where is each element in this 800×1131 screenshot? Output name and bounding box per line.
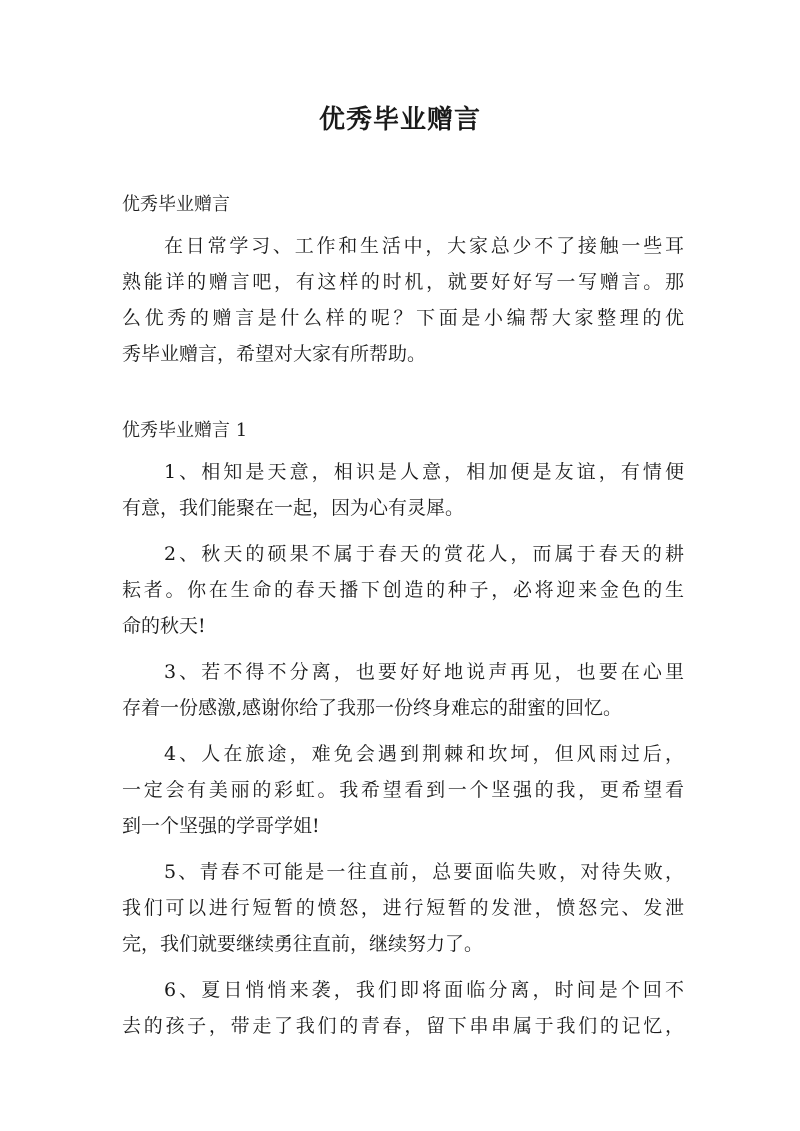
message-item-1 — [122, 454, 684, 526]
message-line: 4、人在旅途，难免会遇到荆棘和坎坷，但风雨过后， — [164, 743, 684, 765]
message-line: 到一个坚强的学哥学姐! — [122, 815, 320, 837]
message-line: 5、青春不可能是一往直前，总要面临失败，对待失败， — [164, 861, 684, 883]
message-line: 6、夏日悄悄来袭，我们即将面临分离，时间是个回不 — [164, 979, 684, 1001]
document-body — [122, 188, 684, 1054]
section-label: 优秀毕业赠言 1 — [122, 420, 248, 441]
message-line: 命的秋天! — [122, 615, 206, 637]
message-line: 1、相知是天意，相识是人意，相加便是友谊，有情便 — [164, 461, 684, 483]
intro-label: 优秀毕业赠言 — [122, 194, 230, 215]
message-line: 我们可以进行短暂的愤怒，进行短暂的发泄，愤怒完、发泄 — [122, 897, 684, 919]
intro-line: 秀毕业赠言，希望对大家有所帮助。 — [122, 343, 427, 365]
page-title: 优秀毕业赠言 — [318, 105, 481, 135]
message-line: 完，我们就要继续勇往直前，继续努力了。 — [122, 933, 484, 955]
message-item-5 — [122, 854, 684, 962]
message-line: 一定会有美丽的彩虹。我希望看到一个坚强的我，更希望看 — [122, 779, 684, 801]
message-item-4 — [122, 736, 684, 844]
message-item-6 — [122, 972, 684, 1044]
message-line: 2、秋天的硕果不属于春天的赏花人，而属于春天的耕 — [164, 543, 684, 565]
message-item-3 — [122, 654, 684, 726]
message-line: 耘者。你在生命的春天播下创造的种子，必将迎来金色的生 — [122, 579, 684, 601]
message-line: 有意，我们能聚在一起，因为心有灵犀。 — [122, 497, 465, 519]
message-line: 去的孩子，带走了我们的青春，留下串串属于我们的记忆， — [122, 1015, 684, 1037]
message-line: 存着一份感激,感谢你给了我那一份终身难忘的甜蜜的回忆。 — [122, 697, 623, 719]
intro-line: 么优秀的赠言是什么样的呢？下面是小编帮大家整理的优 — [122, 307, 684, 329]
intro-paragraph — [122, 228, 684, 372]
message-line: 3、若不得不分离，也要好好地说声再见，也要在心里 — [164, 661, 684, 683]
intro-line: 熟能详的赠言吧，有这样的时机，就要好好写一写赠言。那 — [122, 271, 684, 293]
message-item-2 — [122, 536, 684, 644]
intro-line: 在日常学习、工作和生活中，大家总少不了接触一些耳 — [164, 235, 684, 257]
message-list — [122, 454, 684, 1044]
